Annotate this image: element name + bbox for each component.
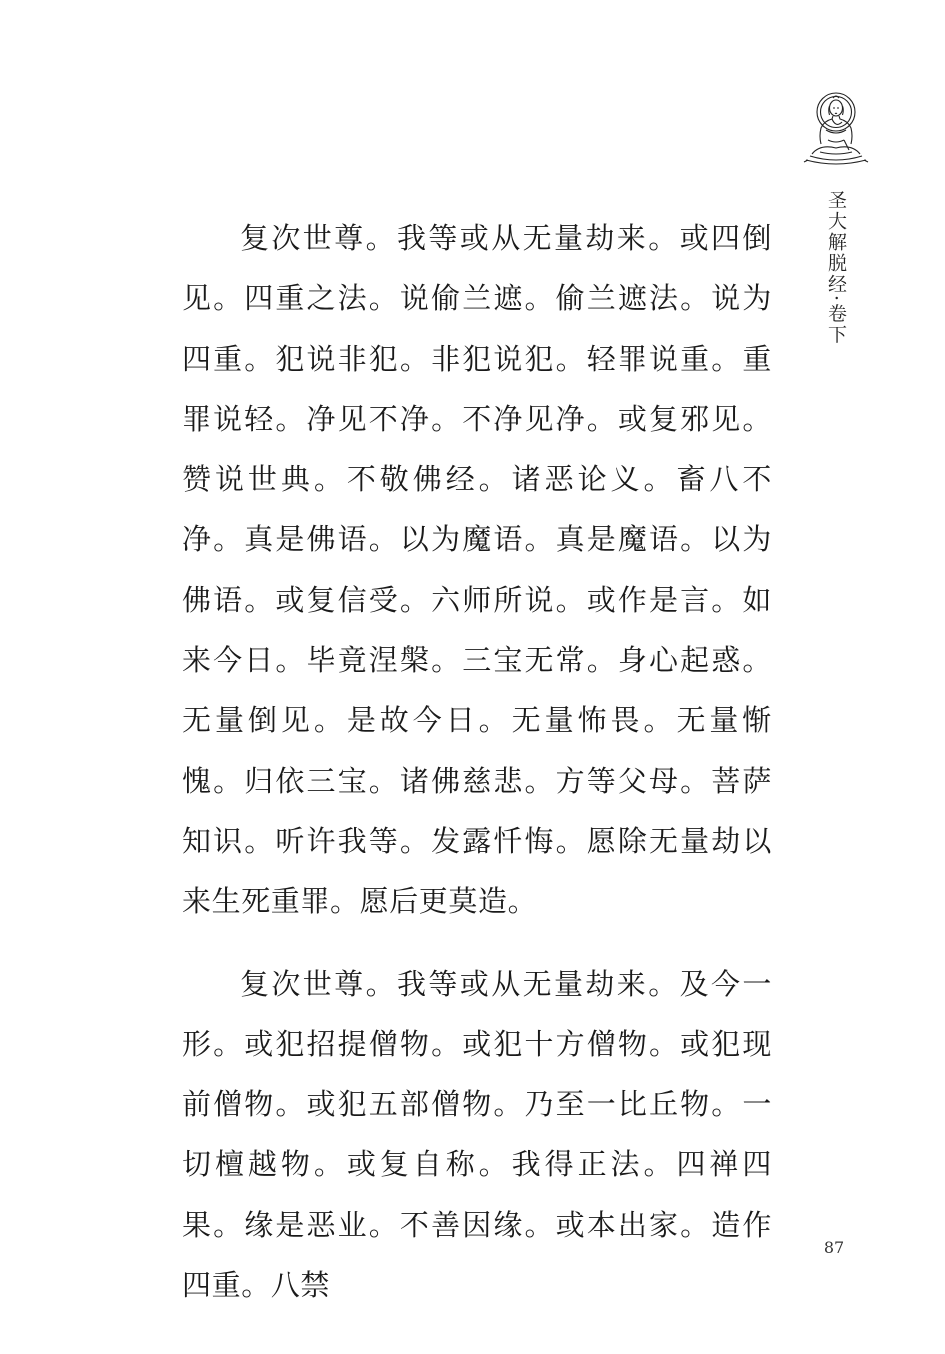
paragraph-2: 复次世尊。我等或从无量劫来。及今一形。或犯招提僧物。或犯十方僧物。或犯现前僧物。或犯五部僧物。乃至一比丘物。一切檀越物。或复自称。我得正法。四禅四果。缘是恶业。不善因缘。或本出家。造作四重。八禁 <box>182 966 772 1303</box>
running-title: 圣大解脱经·卷下 <box>825 190 847 346</box>
body-text <box>182 208 772 1315</box>
paragraph-1: 复次世尊。我等或从无量劫来。或四倒见。四重之法。说偷兰遮。偷兰遮法。说为四重。犯说非犯。非犯说犯。轻罪说重。重罪说轻。净见不净。不净见净。或复邪见。赞说世典。不敬佛经。诸恶论义。畜八不净。真是佛语。以为魔语。真是魔语。以为佛语。或复信受。六师所说。或作是言。如来今日。毕竟涅槃。三宝无常。身心起惑。无量倒见。是故今日。无量怖畏。无量惭愧。归依三宝。诸佛慈悲。方等父母。菩萨知识。听许我等。发露忏悔。愿除无量劫以来生死重罪。愿后更莫造。 <box>182 221 772 919</box>
seated-buddha-icon <box>800 88 872 168</box>
page-number: 87 <box>823 1238 845 1257</box>
